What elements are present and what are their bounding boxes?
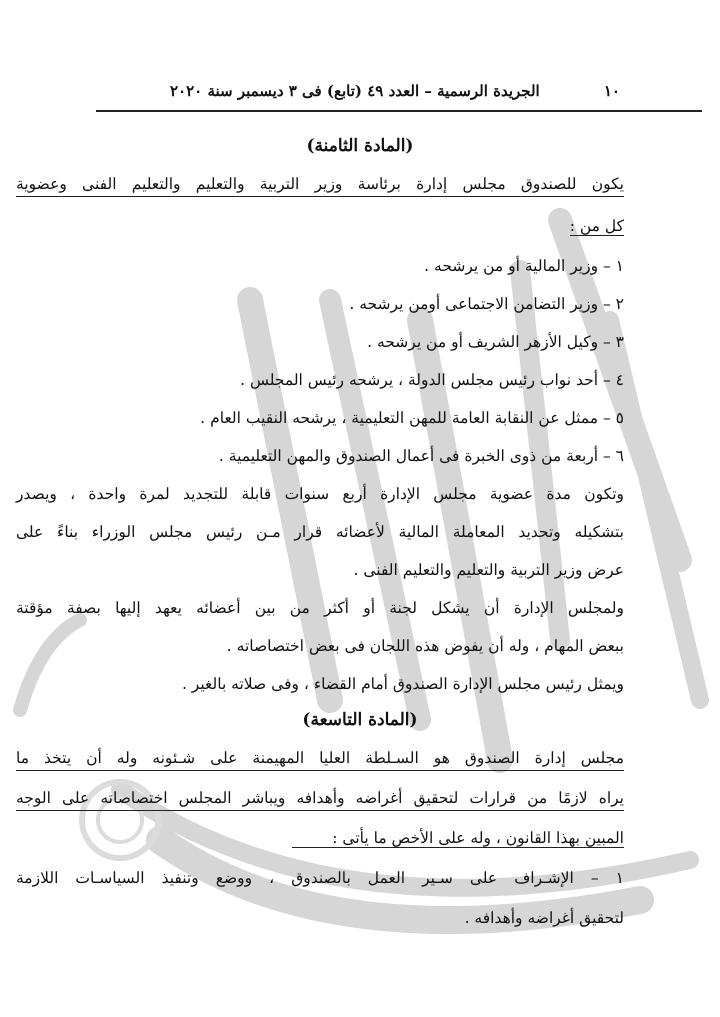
- member-item-4: ٤ – أحد نواب رئيس مجلس الدولة ، يرشحه رئيس المجلس .: [240, 371, 624, 389]
- paragraph-2-line-2: بتشكيله وتحديد المعاملة المالية لأعضائه قرار مـن رئيس مجلس الوزراء بناءً على: [16, 523, 624, 541]
- header-divider: [96, 110, 702, 112]
- article-9-line-2: يراه لازمًا من قرارات لتحقيق أغراضه وأهدافه ويباشر المجلس اختصاصاته على الوجه: [16, 786, 624, 811]
- article-9-item-1-line-1: ١ – الإشـراف على سـير العمل بالصندوق ، ووضع وتنفيذ السياسـات اللازمة: [16, 869, 624, 887]
- paragraph-3-line-2: ببعض المهام ، وله أن يفوض هذه اللجان فى بعض اختصاصاته .: [226, 637, 624, 655]
- member-item-5: ٥ – ممثل عن النقابة العامة للمهن التعليمية ، يرشحه النقيب العام .: [200, 409, 624, 427]
- article-9-line-3: المبين بهذا القانون ، وله على الأخص ما يأتى :: [16, 826, 624, 850]
- member-item-2: ٢ – وزير التضامن الاجتماعى أومن يرشحه .: [349, 295, 624, 313]
- paragraph-2-line-1: وتكون مدة عضوية مجلس الإدارة أربع سنوات قابلة للتجديد لمرة واحدة ، ويصدر: [16, 485, 624, 503]
- paragraph-2-line-3: عرض وزير التربية والتعليم والتعليم الفنى .: [353, 561, 624, 579]
- article-8-intro-line-1: يكون للصندوق مجلس إدارة برئاسة وزير التربية والتعليم والتعليم الفنى وعضوية: [16, 172, 624, 197]
- article-8-heading: (المادة الثامنة): [306, 136, 414, 156]
- gazette-title: الجريدة الرسمية – العدد ٤٩ (تابع) فى ٣ ديسمبر سنة ٢٠٢٠: [170, 82, 540, 100]
- article-8-intro-line-2: كل من :: [569, 217, 624, 235]
- member-item-1: ١ – وزير المالية أو من يرشحه .: [424, 257, 624, 275]
- member-item-3: ٣ – وكيل الأزهر الشريف أو من يرشحه .: [367, 333, 624, 351]
- article-9-heading: (المادة التاسعة): [302, 710, 418, 730]
- article-9-line-1: مجلس إدارة الصندوق هو السـلطة العليا المهيمنة على شـئونه وله أن يتخذ ما: [16, 746, 624, 771]
- member-item-6: ٦ – أربعة من ذوى الخبرة فى أعمال الصندوق والمهن التعليمية .: [218, 447, 624, 465]
- paragraph-4-line-1: ويمثل رئيس مجلس الإدارة الصندوق أمام القضاء ، وفى صلاته بالغير .: [181, 675, 624, 693]
- page-number: ١٠: [603, 82, 620, 100]
- page-header: [170, 82, 620, 100]
- article-9-item-1-line-2: لتحقيق أغراضه وأهدافه .: [464, 909, 624, 927]
- paragraph-3-line-1: ولمجلس الإدارة أن يشكل لجنة أو أكثر من بين أعضائه يعهد إليها بصفة مؤقتة: [16, 599, 624, 617]
